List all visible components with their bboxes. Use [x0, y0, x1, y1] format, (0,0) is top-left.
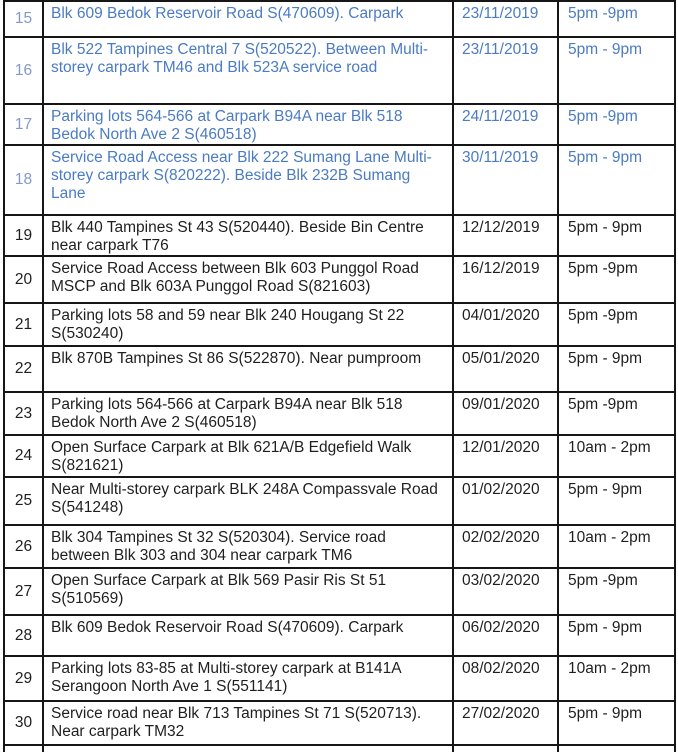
date-cell: 12/12/2019 — [454, 216, 559, 255]
row-number-cell — [5, 746, 44, 752]
location-link[interactable]: Service Road Access near Blk 222 Sumang Lane Multi-storey carpark S(820222). Beside Blk 232B Sumang Lane — [44, 146, 454, 214]
table-row — [5, 105, 676, 146]
row-number-cell: 20 — [5, 257, 44, 302]
location-cell: Parking lots 83-85 at Multi-storey carpark at B141A Serangoon North Ave 1 S(551141) — [44, 657, 454, 700]
table-row — [5, 569, 676, 616]
location-cell: Open Surface Carpark at Blk 621A/B Edgefield Walk S(821621) — [44, 436, 454, 476]
location-cell: Service road near Blk 713 Tampines St 71 S(520713). Near carpark TM32 — [44, 702, 454, 744]
row-number-cell: 27 — [5, 569, 44, 614]
time-cell: 5pm -9pm — [559, 257, 676, 302]
table-row — [5, 478, 676, 526]
row-number-cell: 18 — [5, 146, 44, 214]
table-row — [5, 616, 676, 657]
table-row — [5, 2, 676, 38]
time-cell: 5pm -9pm — [559, 2, 676, 36]
location-cell: Open Surface Carpark at Blk 569 Pasir Ris St 51 S(510569) — [44, 569, 454, 614]
table-row — [5, 347, 676, 393]
location-cell: Blk 609 Bedok Reservoir Road S(470609). Carpark — [44, 616, 454, 655]
date-cell: 06/02/2020 — [454, 616, 559, 655]
date-cell: 04/01/2020 — [454, 304, 559, 345]
row-number-cell: 28 — [5, 616, 44, 655]
date-cell: 23/11/2019 — [454, 38, 559, 103]
location-cell: Service Road Access between Blk 603 Punggol Road MSCP and Blk 603A Punggol Road S(821603) — [44, 257, 454, 302]
time-cell: 5pm -9pm — [559, 569, 676, 614]
location-cell: Parking lots 58 and 59 near Blk 240 Hougang St 22 S(530240) — [44, 304, 454, 345]
date-cell: 30/11/2019 — [454, 146, 559, 214]
row-number-cell: 29 — [5, 657, 44, 700]
table-row — [5, 436, 676, 478]
time-cell: 5pm - 9pm — [559, 347, 676, 391]
location-link[interactable]: Blk 522 Tampines Central 7 S(520522). Between Multi-storey carpark TM46 and Blk 523A service road — [44, 38, 454, 103]
time-cell: 10am - 2pm — [559, 436, 676, 476]
time-cell: 5pm - 9pm — [559, 702, 676, 744]
row-number-cell: 19 — [5, 216, 44, 255]
location-link[interactable]: Parking lots 564-566 at Carpark B94A near Blk 518 Bedok North Ave 2 S(460518) — [44, 105, 454, 144]
table-row — [5, 702, 676, 746]
location-link[interactable]: Blk 609 Bedok Reservoir Road S(470609). Carpark — [44, 2, 454, 36]
row-number-cell: 30 — [5, 702, 44, 744]
schedule-table — [3, 0, 676, 752]
time-cell: 5pm - 9pm — [559, 146, 676, 214]
row-number-cell: 23 — [5, 393, 44, 434]
table-row — [5, 393, 676, 436]
date-cell: 16/12/2019 — [454, 257, 559, 302]
time-cell: 5pm - 9pm — [559, 616, 676, 655]
row-number-cell: 15 — [5, 2, 44, 36]
date-cell — [454, 746, 559, 752]
location-cell: Blk 304 Tampines St 32 S(520304). Service road between Blk 303 and 304 near carpark TM6 — [44, 526, 454, 567]
time-cell: 10am - 2pm — [559, 526, 676, 567]
row-number-cell: 21 — [5, 304, 44, 345]
location-cell — [44, 746, 454, 752]
date-cell: 02/02/2020 — [454, 526, 559, 567]
location-cell: Blk 440 Tampines St 43 S(520440). Beside Bin Centre near carpark T76 — [44, 216, 454, 255]
date-cell: 08/02/2020 — [454, 657, 559, 700]
time-cell — [559, 746, 676, 752]
row-number-cell: 22 — [5, 347, 44, 391]
table-row — [5, 657, 676, 702]
row-number-cell: 17 — [5, 105, 44, 144]
date-cell: 05/01/2020 — [454, 347, 559, 391]
row-number-cell: 16 — [5, 38, 44, 103]
date-cell: 12/01/2020 — [454, 436, 559, 476]
table-row — [5, 526, 676, 569]
table-row — [5, 146, 676, 216]
date-cell: 09/01/2020 — [454, 393, 559, 434]
table-row — [5, 257, 676, 304]
time-cell: 5pm - 9pm — [559, 216, 676, 255]
location-cell: Blk 870B Tampines St 86 S(522870). Near pumproom — [44, 347, 454, 391]
date-cell: 24/11/2019 — [454, 105, 559, 144]
time-cell: 5pm -9pm — [559, 393, 676, 434]
location-cell: Parking lots 564-566 at Carpark B94A near Blk 518 Bedok North Ave 2 S(460518) — [44, 393, 454, 434]
time-cell: 5pm -9pm — [559, 304, 676, 345]
time-cell: 10am - 2pm — [559, 657, 676, 700]
table-row — [5, 304, 676, 347]
row-number-cell: 26 — [5, 526, 44, 567]
row-number-cell: 24 — [5, 436, 44, 476]
time-cell: 5pm -9pm — [559, 105, 676, 144]
time-cell: 5pm - 9pm — [559, 478, 676, 524]
date-cell: 03/02/2020 — [454, 569, 559, 614]
location-cell: Near Multi-storey carpark BLK 248A Compassvale Road S(541248) — [44, 478, 454, 524]
table-row — [5, 38, 676, 105]
date-cell: 23/11/2019 — [454, 2, 559, 36]
row-number-cell: 25 — [5, 478, 44, 524]
table-row — [5, 216, 676, 257]
date-cell: 27/02/2020 — [454, 702, 559, 744]
date-cell: 01/02/2020 — [454, 478, 559, 524]
table-row-clipped — [5, 746, 676, 752]
time-cell: 5pm - 9pm — [559, 38, 676, 103]
